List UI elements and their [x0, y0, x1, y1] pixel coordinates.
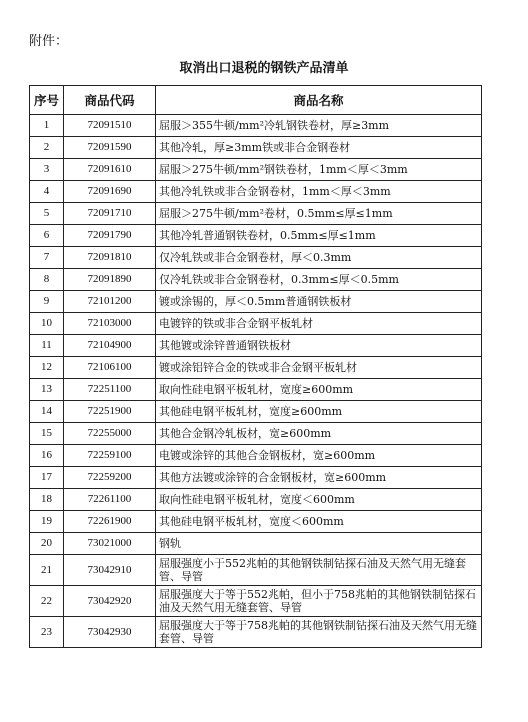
row-seq: 3 — [30, 159, 64, 181]
row-code: 72259200 — [64, 467, 156, 489]
table-row — [30, 586, 482, 617]
row-name: 镀或涂铝锌合金的铁或非合金钢平板轧材 — [156, 357, 482, 379]
row-seq: 10 — [30, 313, 64, 335]
table-row — [30, 379, 482, 401]
row-code: 72104900 — [64, 335, 156, 357]
header-code: 商品代码 — [64, 86, 156, 115]
row-name: 电镀或涂锌的其他合金钢板材，宽≥600mm — [156, 445, 482, 467]
document-title: 取消出口退税的钢铁产品清单 — [179, 61, 349, 76]
row-code: 72091890 — [64, 269, 156, 291]
table-row — [30, 203, 482, 225]
table-row — [30, 159, 482, 181]
row-name: 屈服＞275牛顿/mm²卷材，0.5mm≤厚≤1mm — [156, 203, 482, 225]
table-row — [30, 617, 482, 648]
row-seq: 22 — [30, 586, 64, 617]
row-seq: 21 — [30, 555, 64, 586]
row-code: 72106100 — [64, 357, 156, 379]
row-seq: 12 — [30, 357, 64, 379]
table-row — [30, 445, 482, 467]
row-code: 72251100 — [64, 379, 156, 401]
row-seq: 11 — [30, 335, 64, 357]
row-code: 73042930 — [64, 617, 156, 648]
product-table — [29, 85, 482, 648]
row-name: 屈服＞275牛顿/mm²钢铁卷材，1mm＜厚＜3mm — [156, 159, 482, 181]
table-row — [30, 335, 482, 357]
row-seq: 4 — [30, 181, 64, 203]
row-seq: 2 — [30, 137, 64, 159]
row-seq: 17 — [30, 467, 64, 489]
row-seq: 15 — [30, 423, 64, 445]
row-name: 电镀锌的铁或非合金钢平板轧材 — [156, 313, 482, 335]
row-name: 取向性硅电钢平板轧材，宽度＜600mm — [156, 489, 482, 511]
row-seq: 16 — [30, 445, 64, 467]
row-code: 72259100 — [64, 445, 156, 467]
row-name: 屈服强度大于等于758兆帕的其他钢铁制钻探石油及天然气用无缝套管、导管 — [156, 617, 482, 648]
table-row — [30, 423, 482, 445]
row-seq: 1 — [30, 115, 64, 137]
row-name: 仅冷轧铁或非合金钢卷材，0.3mm≤厚＜0.5mm — [156, 269, 482, 291]
row-seq: 5 — [30, 203, 64, 225]
row-seq: 20 — [30, 533, 64, 555]
row-code: 73021000 — [64, 533, 156, 555]
row-name: 其他镀或涂锌普通钢铁板材 — [156, 335, 482, 357]
table-row — [30, 181, 482, 203]
row-code: 73042920 — [64, 586, 156, 617]
row-name: 镀或涂锡的，厚＜0.5mm普通钢铁板材 — [156, 291, 482, 313]
row-code: 73042910 — [64, 555, 156, 586]
row-seq: 13 — [30, 379, 64, 401]
row-seq: 9 — [30, 291, 64, 313]
row-name: 其他冷轧铁或非合金钢卷材，1mm＜厚＜3mm — [156, 181, 482, 203]
row-name: 屈服＞355牛顿/mm²冷轧钢铁卷材，厚≥3mm — [156, 115, 482, 137]
row-seq: 14 — [30, 401, 64, 423]
table-row — [30, 555, 482, 586]
table-body — [30, 115, 482, 648]
row-name: 屈服强度小于552兆帕的其他钢铁制钻探石油及天然气用无缝套管、导管 — [156, 555, 482, 586]
table-row — [30, 489, 482, 511]
row-code: 72091610 — [64, 159, 156, 181]
row-name: 其他硅电钢平板轧材，宽度≥600mm — [156, 401, 482, 423]
row-seq: 23 — [30, 617, 64, 648]
row-name: 其他冷轧，厚≥3mm铁或非合金钢卷材 — [156, 137, 482, 159]
row-code: 72091510 — [64, 115, 156, 137]
row-code: 72091810 — [64, 247, 156, 269]
header-name: 商品名称 — [156, 86, 482, 115]
table-row — [30, 115, 482, 137]
row-code: 72255000 — [64, 423, 156, 445]
row-code: 72091690 — [64, 181, 156, 203]
table-row — [30, 247, 482, 269]
row-code: 72091790 — [64, 225, 156, 247]
table-row — [30, 291, 482, 313]
table-row — [30, 225, 482, 247]
row-name: 屈服强度大于等于552兆帕，但小于758兆帕的其他钢铁制钻探石油及天然气用无缝套管、导管 — [156, 586, 482, 617]
table-row — [30, 533, 482, 555]
table-row — [30, 357, 482, 379]
row-seq: 6 — [30, 225, 64, 247]
row-seq: 7 — [30, 247, 64, 269]
attachment-label: 附件： — [29, 34, 69, 49]
row-seq: 8 — [30, 269, 64, 291]
row-code: 72261900 — [64, 511, 156, 533]
row-name: 其他方法镀或涂锌的合金钢板材，宽≥600mm — [156, 467, 482, 489]
row-code: 72103000 — [64, 313, 156, 335]
row-code: 72261100 — [64, 489, 156, 511]
row-name: 其他冷轧普通钢铁卷材，0.5mm≤厚≤1mm — [156, 225, 482, 247]
row-seq: 18 — [30, 489, 64, 511]
row-name: 其他硅电钢平板轧材，宽度＜600mm — [156, 511, 482, 533]
row-name: 仅冷轧铁或非合金钢卷材，厚＜0.3mm — [156, 247, 482, 269]
row-name: 取向性硅电钢平板轧材，宽度≥600mm — [156, 379, 482, 401]
row-name: 其他合金钢冷轧板材，宽≥600mm — [156, 423, 482, 445]
table-row — [30, 313, 482, 335]
row-code: 72101200 — [64, 291, 156, 313]
row-code: 72091590 — [64, 137, 156, 159]
table-row — [30, 269, 482, 291]
header-seq: 序号 — [30, 86, 64, 115]
table-row — [30, 467, 482, 489]
row-seq: 19 — [30, 511, 64, 533]
table-row — [30, 137, 482, 159]
table-row — [30, 401, 482, 423]
row-name: 钢轨 — [156, 533, 482, 555]
row-code: 72091710 — [64, 203, 156, 225]
table-header-row — [30, 86, 482, 115]
table-row — [30, 511, 482, 533]
row-code: 72251900 — [64, 401, 156, 423]
